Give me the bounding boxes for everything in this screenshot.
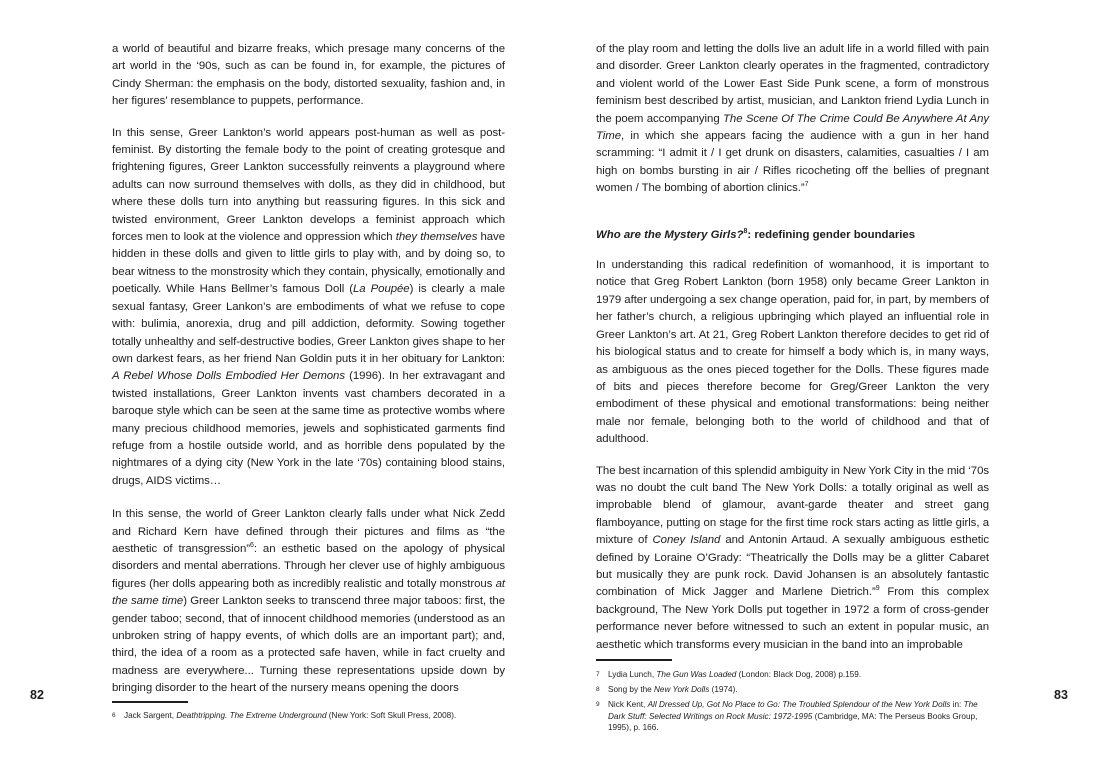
- text-run: Jack Sargent,: [124, 711, 177, 720]
- body-paragraph: [112, 506, 505, 697]
- body-paragraph: [596, 463, 989, 654]
- italic-run: they themselves: [395, 231, 478, 244]
- section-heading: [596, 227, 989, 244]
- text-run: In this sense, the world of Greer Lankton clearly falls under what Nick Zedd and Richard Kern have defined through their pictures and films as “the aesthetic of transgression”: [112, 508, 505, 555]
- text-run: (Cambridge, MA: The Perseus Books Group, 1995), p. 166.: [608, 711, 978, 732]
- text-run: (New York: Soft Skull Press, 2008).: [326, 711, 457, 720]
- italic-run: The Scene Of The Crime Could Be Anywhere At Any Time: [596, 112, 989, 143]
- text-run: (London: Black Dog, 2008) p.159.: [736, 670, 862, 679]
- text-run: The best incarnation of this splendid ambiguity in New York City in the mid ‘70s was no doubt the cult band The New York Dolls: a totally original as well as improbable blend of glamour, avant-garde theater and street gang flamboyance, putting on stage for the first time rock stars acting as little girls, a mixture of: [596, 464, 989, 547]
- text-run: Lydia Lunch,: [608, 670, 657, 679]
- text-run: In understanding this radical redefinition of womanhood, it is important to notice that Greg Robert Lankton (born 1958) only became Greer Lankton in 1979 after undergoing a sex change operation, paid for, in part, by members of her father’s church, a religious upbringing which played an influential role in Greer Lankton’s art. At 21, Greg Robert Lankton therefore decides to get rid of his biological status and to create for himself a body which is, in many ways, as ambiguous as the ones pieced together for the Dolls. These figures made of bits and pieces therefore become for Greg/Greer Lankton the very embodiment of these physical and emotional transformations: being neither male nor female, belonging both to the world of childhood and that of adulthood.: [596, 259, 989, 446]
- body-paragraph: [596, 257, 989, 448]
- italic-run: The Gun Was Loaded: [656, 670, 737, 679]
- footnote-7: 7 Lydia Lunch, The Gun Was Loaded (London: Black Dog, 2008) p.159.: [596, 670, 862, 679]
- text-run: ) is clearly a male sexual fantasy, Greer Lankon’s are embodiments of what we refuse to cope with: bulimia, anorexia, drug and pill addiction, deformity. Sowing together totally unhealthy and self-destructive bodies, Greer Lankton gives shape to her own darkest fears, as her friend Nan Goldin puts it in her obituary for Lankton:: [112, 283, 505, 365]
- footnote-6: 6 Jack Sargent, Deathtripping. The Extreme Underground (New York: Soft Skull Press, 2008).: [112, 711, 457, 720]
- text-run: Song by the: [608, 685, 654, 694]
- text-run: (1996). In her extravagant and twisted installations, Greer Lankton invents vast chambers decorated in a baroque style which can be seen at the same time as protective wombs where many precious childhood memories, jewels and sophisticated garments find refuge from a hostile outside world, and as horrible dens populated by the nightmares of a dying city (New York in the late ‘70s) containing blood stains, drugs, AIDS victims…: [112, 370, 505, 487]
- footnote-8: 8 Song by the New York Dolls (1974).: [596, 685, 738, 694]
- text-run: : an esthetic based on the apology of physical disorders and mental aberrations. Through her clever use of highly ambiguous figures (her dolls appearing both as incredibly realistic and totally monstrous: [112, 542, 505, 590]
- footnote-ref: 9: [875, 585, 880, 593]
- body-paragraph: [596, 41, 989, 198]
- text-run: ) Greer Lankton seeks to transcend three major taboos: first, the gender taboo; second, that of innocent childhood memories (understood as an unbroken string of happy events, of which dolls are an important part); and, third, the idea of a room as a protected safe haven, while in fact cruelty and madness are everywhere... Turning these representations upside down by bringing disorder to the heart of the nursery means opening the doors: [112, 595, 506, 695]
- text-run: Nick Kent,: [608, 700, 648, 709]
- italic-run: A Rebel Whose Dolls Embodied Her Demons: [112, 370, 345, 383]
- left-page-body: [112, 41, 505, 712]
- text-run: In this sense, Greer Lankton’s world appears post-human as well as post-feminist. By distorting the female body to the point of creating grotesque and frightening figures, Greer Lankton successfully reinvents a playground where adults can now surround themselves with dolls, as they did in childhood, but where these dolls turn into anything but reassuring figures. In this sick and twisted environment, Greer Lankton develops a feminist approach which forces men to look at the violence and oppression which: [112, 126, 505, 244]
- body-paragraph: [112, 125, 505, 491]
- italic-run: The Dark Stuff: Selected Writings on Rock Music: 1972-1995: [608, 700, 978, 721]
- text-run: From this complex background, The New York Dolls put together in 1972 a form of cross-gender performance never before witnessed to such an extent in popular music, an aesthetic which transforms every musician in the band into an improbable: [596, 586, 989, 651]
- page-number-right: 83: [1054, 688, 1068, 702]
- footnote-ref: 8: [743, 227, 748, 235]
- italic-run: All Dressed Up, Got No Place to Go: The Troubled Splendour of the New York Dolls: [647, 700, 951, 709]
- page-number-left: 82: [30, 688, 44, 702]
- footnote-rule-right: [596, 659, 672, 661]
- footnote-rule-left: [112, 701, 188, 703]
- footnote-ref: 6: [249, 542, 254, 550]
- footnote-9: 9 Nick Kent, All Dressed Up, Got No Place to Go: The Troubled Splendour of the New York Dolls in: The Dark Stuff: Selected Writings on Rock Music: 1972-1995 (Cambridge, MA: The Perseus Books Group, 1995), p. 166.: [596, 700, 978, 732]
- footnote-ref: 7: [804, 181, 809, 189]
- text-run: and Antonin Artaud. A sexually ambiguous esthetic defined by Loraine O’Grady: “Theatrically the Dolls may be a glitter Cabaret but musically they are punk rock. David Johansen is an absolutely fantastic combination of Mick Jagger and Marlene Dietrich.”: [596, 534, 990, 599]
- text-run: (1974).: [709, 685, 738, 694]
- text-run: of the play room and letting the dolls live an adult life in a world filled with pain and disorder. Greer Lankton clearly operates in the fragmented, contradictory and violent world of the Lower East Side Punk scene, a form of monstrous feminism best described by artist, musician, and Lankton friend Lydia Lunch in the poem accompanying: [596, 43, 989, 125]
- italic-run: Deathtripping. The Extreme Underground: [176, 711, 327, 720]
- text-run: have hidden in these dolls and given to little girls to play with, and by doing so, to bear witness to the monstrosity which they contain, physically, emotionally and poetically. While Hans Bellmer’s famous Doll (: [112, 231, 505, 296]
- right-page-body: [596, 41, 989, 668]
- text-run: : redefining gender boundaries: [747, 228, 916, 241]
- italic-run: at the same time: [112, 577, 505, 608]
- italic-run: Coney Island: [652, 534, 721, 547]
- italic-run: New York Dolls: [653, 685, 710, 694]
- text-run: a world of beautiful and bizarre freaks, which presage many concerns of the art world in the ‘90s, such as can be found in, for example, the pictures of Cindy Sherman: the emphasis on the body, distorted sexuality, fashion and, in her figures’ resemblance to puppets, performance.: [112, 43, 505, 108]
- text-run: , in which she appears facing the audience with a gun in her hand scramming: “I admit it / I get drunk on disasters, calamities, casualties / I am high on bombs bursting in air / Rifles ricocheting off the bellies of pregnant women / The bombing of abortion clinics.”: [596, 130, 989, 195]
- italic-run: La Poupée: [353, 283, 410, 296]
- italic-run: Who are the Mystery Girls?: [596, 228, 744, 241]
- body-paragraph: [112, 41, 505, 111]
- text-run: in:: [950, 700, 964, 709]
